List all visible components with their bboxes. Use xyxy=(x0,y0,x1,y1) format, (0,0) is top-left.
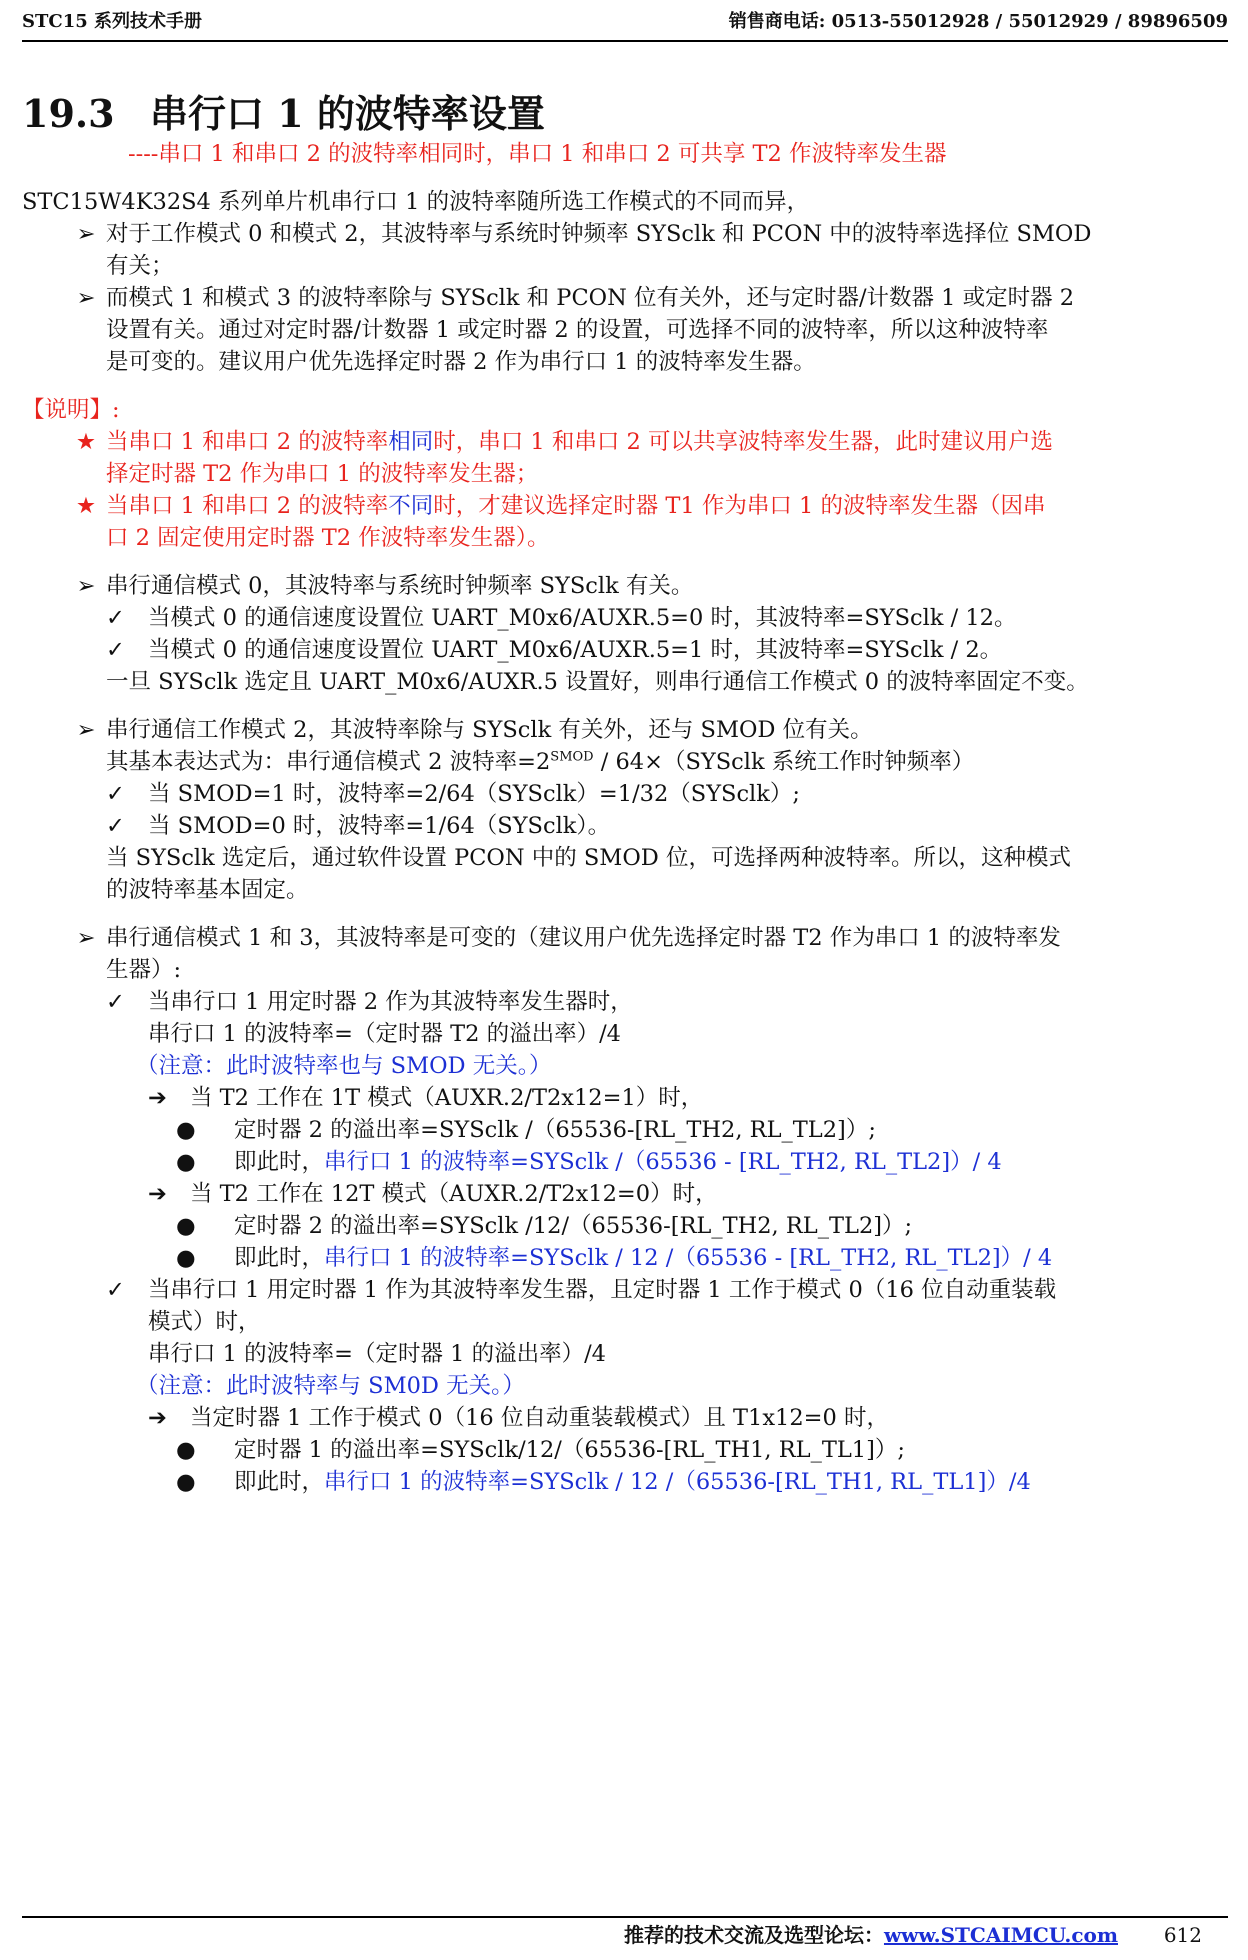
footer-forum xyxy=(624,1920,1138,1950)
arrow-item: ➔ 当 T2 工作在 1T 模式（AUXR.2/T2x12=1）时， xyxy=(148,1082,703,1114)
dot-bullet-icon: ● xyxy=(176,1213,196,1239)
bullet-continuation: 是可变的。建议用户优先选择定时器 2 作为串行口 1 的波特率发生器。 xyxy=(106,349,816,375)
dot-bullet-icon: ● xyxy=(176,1437,196,1463)
check-icon: ✓ xyxy=(106,813,125,839)
mode0-summary: 一旦 SYSclk 选定且 UART_M0x6/AUXR.5 设置好，则串行通信工作模式 0 的波特率固定不变。 xyxy=(106,669,1089,695)
dot-item: ● 即此时，串行口 1 的波特率=SYSclk / 12 /（65536-[RL_TH1, RL_TL1]）/4 xyxy=(176,1466,1031,1498)
check-item: ✓ 当串行口 1 用定时器 1 作为其波特率发生器，且定时器 1 工作于模式 0（16 位自动重装载 xyxy=(106,1274,1056,1306)
check-item: ✓ 当 SMOD=1 时，波特率=2/64（SYSclk）=1/32（SYSclk）; xyxy=(106,778,800,810)
note-item: ★ 当串口 1 和串口 2 的波特率相同时，串口 1 和串口 2 可以共享波特率发生器，此时建议用户选 xyxy=(66,426,1053,458)
right-arrow-icon: ➔ xyxy=(148,1085,167,1111)
mode2-text: 当 SYSclk 选定后，通过软件设置 PCON 中的 SMOD 位，可选择两种波特率。所以，这种模式 xyxy=(106,845,1071,871)
dot-bullet-icon: ● xyxy=(176,1245,196,1271)
arrow-item: ➔ 当 T2 工作在 12T 模式（AUXR.2/T2x12=0）时， xyxy=(148,1178,718,1210)
note-continuation: 择定时器 T2 作为串口 1 的波特率发生器； xyxy=(106,461,539,487)
forum-link[interactable]: www.STCAIMCU.com xyxy=(883,1923,1118,1947)
check-item: ✓ 当串行口 1 用定时器 2 作为其波特率发生器时， xyxy=(106,986,633,1018)
check-item: ✓ 当 SMOD=0 时，波特率=1/64（SYSclk）。 xyxy=(106,810,610,842)
note-item: ★ 当串口 1 和串口 2 的波特率不同时，才建议选择定时器 T1 作为串口 1 的波特率发生器（因串 xyxy=(66,490,1046,522)
section-title: 串行口 1 的波特率设置 xyxy=(150,91,545,136)
baud-formula: 串行口 1 的波特率=SYSclk / 12 /（65536 - [RL_TH2, RL_TL2]）/ 4 xyxy=(324,1245,1053,1271)
check-item: ✓ 当模式 0 的通信速度设置位 UART_M0x6/AUXR.5=0 时，其波特率=SYSclk / 12。 xyxy=(106,602,1016,634)
mode2-heading: ➢ 串行通信工作模式 2，其波特率除与 SYSclk 有关外，还与 SMOD 位有关。 xyxy=(66,714,873,746)
arrow-bullet-icon: ➢ xyxy=(76,221,96,247)
arrow-bullet-icon: ➢ xyxy=(76,717,96,743)
header-manual-title: STC15 系列技术手册 xyxy=(22,11,203,32)
arrow-item: ➔ 当定时器 1 工作于模式 0（16 位自动重装载模式）且 T1x12=0 时， xyxy=(148,1402,889,1434)
formula-text: 串行口 1 的波特率=（定时器 T2 的溢出率）/4 xyxy=(148,1021,621,1047)
subtitle: ----串口 1 和串口 2 的波特率相同时，串口 1 和串口 2 可共享 T2 作波特率发生器 xyxy=(128,141,947,167)
dot-item: ● 定时器 2 的溢出率=SYSclk /（65536-[RL_TH2, RL_TL2]）; xyxy=(176,1114,876,1146)
note-label: 【说明】: xyxy=(22,397,120,423)
bullet-continuation: 有关； xyxy=(106,253,174,279)
dot-bullet-icon: ● xyxy=(176,1117,196,1143)
mode2-text: 的波特率基本固定。 xyxy=(106,877,309,903)
arrow-bullet-icon: ➢ xyxy=(76,285,96,311)
check-icon: ✓ xyxy=(106,605,125,631)
note-text: （注意：此时波特率与 SM0D 无关。） xyxy=(136,1373,525,1399)
right-arrow-icon: ➔ xyxy=(148,1181,167,1207)
dot-item: ● 定时器 1 的溢出率=SYSclk/12/（65536-[RL_TH1, RL_TL1]）; xyxy=(176,1434,905,1466)
mode13-heading: ➢ 串行通信模式 1 和 3，其波特率是可变的（建议用户优先选择定时器 T2 作为串口 1 的波特率发 xyxy=(66,922,1061,954)
arrow-bullet-icon: ➢ xyxy=(76,573,96,599)
baud-formula: 串行口 1 的波特率=SYSclk /（65536 - [RL_TH2, RL_TL2]）/ 4 xyxy=(324,1149,1002,1175)
bullet-item: ➢ 对于工作模式 0 和模式 2，其波特率与系统时钟频率 SYSclk 和 PCON 中的波特率选择位 SMOD xyxy=(66,218,1091,250)
header-phone: 销售商电话: 0513-55012928 / 55012929 / 89896509 xyxy=(728,11,1228,32)
dot-item: ● 即此时，串行口 1 的波特率=SYSclk /（65536 - [RL_TH2, RL_TL2]）/ 4 xyxy=(176,1146,1002,1178)
check-icon: ✓ xyxy=(106,989,125,1015)
mode13-heading-continuation: 生器）: xyxy=(106,957,182,983)
emphasis-different: 不同 xyxy=(388,493,434,519)
dot-item: ● 定时器 2 的溢出率=SYSclk /12/（65536-[RL_TH2, RL_TL2]）; xyxy=(176,1210,912,1242)
star-icon: ★ xyxy=(75,493,97,519)
check-icon: ✓ xyxy=(106,1277,125,1303)
formula-text: 串行口 1 的波特率=（定时器 1 的溢出率）/4 xyxy=(148,1341,606,1367)
mode0-heading: ➢ 串行通信模式 0，其波特率与系统时钟频率 SYSclk 有关。 xyxy=(66,570,693,602)
page-number: 612 xyxy=(1163,1923,1202,1947)
arrow-bullet-icon: ➢ xyxy=(76,925,96,951)
dot-item: ● 即此时，串行口 1 的波特率=SYSclk / 12 /（65536 - [RL_TH2, RL_TL2]）/ 4 xyxy=(176,1242,1052,1274)
note-text: （注意：此时波特率也与 SMOD 无关。） xyxy=(136,1053,552,1079)
check-continuation: 模式）时， xyxy=(148,1309,261,1335)
check-icon: ✓ xyxy=(106,781,125,807)
check-icon: ✓ xyxy=(106,637,125,663)
section-number: 19.3 xyxy=(22,91,115,136)
section-heading xyxy=(22,90,545,138)
check-item: ✓ 当模式 0 的通信速度设置位 UART_M0x6/AUXR.5=1 时，其波特率=SYSclk / 2。 xyxy=(106,634,1002,666)
note-continuation: 口 2 固定使用定时器 T2 作波特率发生器）。 xyxy=(106,525,550,551)
mode2-expression: 其基本表达式为：串行通信模式 2 波特率$=2^{SMOD}$ / 64×（SYSclk 系统工作时钟频率） xyxy=(106,749,975,775)
bullet-item: ➢ 而模式 1 和模式 3 的波特率除与 SYSclk 和 PCON 位有关外，还与定时器/计数器 1 或定时器 2 xyxy=(66,282,1074,314)
intro-text: STC15W4K32S4 系列单片机串行口 1 的波特率随所选工作模式的不同而异， xyxy=(22,189,810,215)
right-arrow-icon: ➔ xyxy=(148,1405,167,1431)
dot-bullet-icon: ● xyxy=(176,1149,196,1175)
page-header xyxy=(22,8,1228,42)
baud-formula: 串行口 1 的波特率=SYSclk / 12 /（65536-[RL_TH1, RL_TL1]）/4 xyxy=(324,1469,1031,1495)
star-icon: ★ xyxy=(75,429,97,455)
bullet-continuation: 设置有关。通过对定时器/计数器 1 或定时器 2 的设置，可选择不同的波特率，所以这种波特率 xyxy=(106,317,1049,343)
footer-label: 推荐的技术交流及选型论坛： xyxy=(623,1923,884,1947)
footer-rule xyxy=(22,1916,1228,1918)
dot-bullet-icon: ● xyxy=(176,1469,196,1495)
emphasis-same: 相同 xyxy=(388,429,434,455)
